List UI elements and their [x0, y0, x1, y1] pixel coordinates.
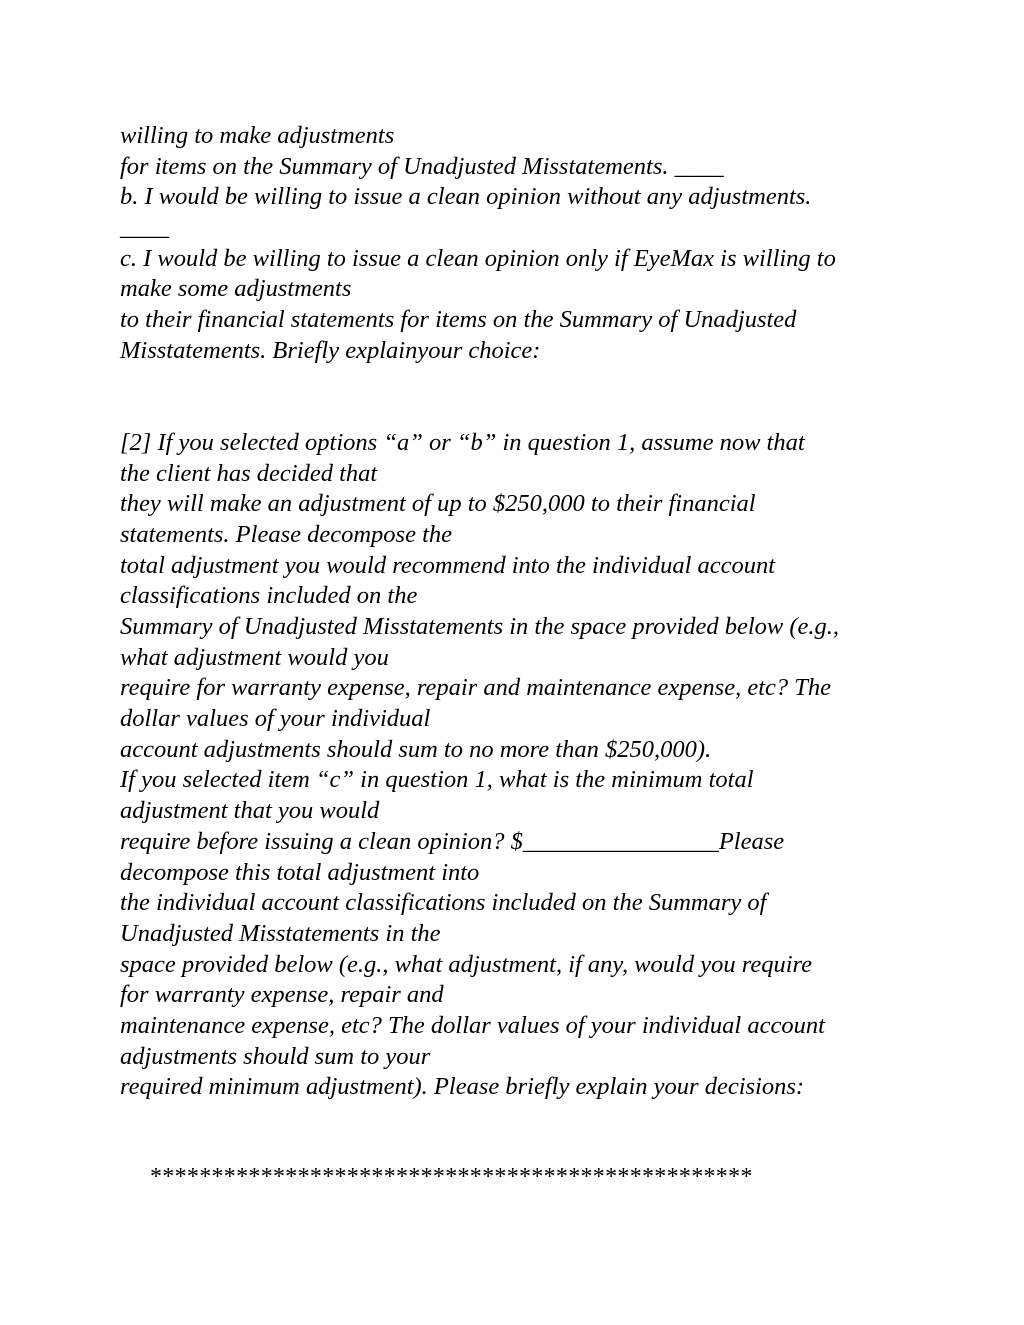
asterisk-separator: ************************************************* — [150, 1164, 753, 1190]
text-line: maintenance expense, etc? The dollar values of your individual account — [120, 1011, 825, 1039]
text-line: to their financial statements for items on the Summary of Unadjusted — [120, 306, 797, 334]
text-line: Unadjusted Misstatements in the — [120, 919, 441, 947]
text-line: If you selected item “c” in question 1, what is the minimum total — [120, 766, 754, 794]
text-line: adjustment that you would — [120, 797, 380, 825]
text-line: account adjustments should sum to no more than $250,000). — [120, 735, 712, 763]
text-line: require for warranty expense, repair and maintenance expense, etc? The — [120, 674, 832, 702]
text-line: dollar values of your individual — [120, 705, 431, 733]
text-line: c. I would be willing to issue a clean opinion only if EyeMax is willing to — [120, 244, 836, 272]
text-line: the individual account classifications included on the Summary of — [120, 889, 767, 917]
text-line: statements. Please decompose the — [120, 520, 453, 548]
text-line: ____ — [120, 214, 169, 242]
text-line: [2] If you selected options “a” or “b” in question 1, assume now that — [120, 428, 805, 456]
text-line: willing to make adjustments — [120, 122, 395, 149]
text-line: total adjustment you would recommend into the individual account — [120, 551, 776, 579]
text-line: Summary of Unadjusted Misstatements in the space provided below (e.g., — [120, 613, 840, 641]
document-body — [120, 121, 920, 1103]
text-line: for warranty expense, repair and — [120, 981, 444, 1009]
text-line: required minimum adjustment). Please briefly explain your decisions: — [120, 1073, 805, 1101]
text-line: decompose this total adjustment into — [120, 858, 480, 886]
text-line: make some adjustments — [120, 275, 352, 303]
text-line: space provided below (e.g., what adjustment, if any, would you require — [120, 950, 813, 978]
text-line: for items on the Summary of Unadjusted Misstatements. ____ — [120, 152, 724, 180]
paragraph-question-2 — [120, 428, 920, 1103]
text-line: adjustments should sum to your — [120, 1042, 431, 1070]
text-line: what adjustment would you — [120, 643, 389, 671]
text-line: classifications included on the — [120, 582, 418, 610]
text-line: b. I would be willing to issue a clean opinion without any adjustments. — [120, 183, 812, 211]
text-line: require before issuing a clean opinion? $________________Please — [120, 827, 785, 855]
text-line: the client has decided that — [120, 459, 378, 487]
text-line: they will make an adjustment of up to $250,000 to their financial — [120, 490, 756, 518]
text-line: Misstatements. Briefly explainyour choice: — [120, 336, 541, 364]
paragraph-options — [120, 121, 920, 367]
paragraph-spacer — [120, 367, 920, 428]
